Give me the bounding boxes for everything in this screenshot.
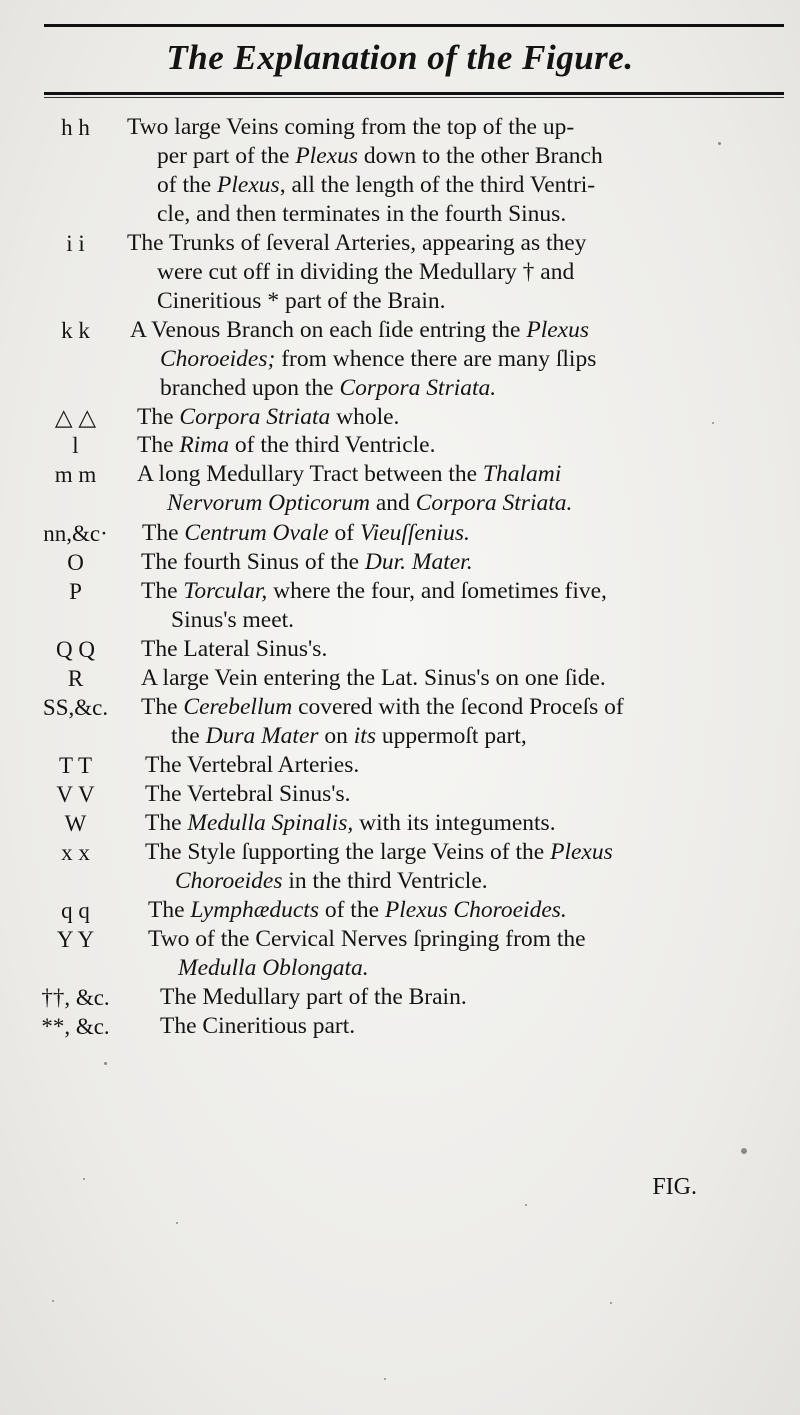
- text-segment: were cut off in dividing the Medullary † and: [157, 259, 575, 285]
- text-segment: Medulla Oblongata.: [178, 955, 369, 981]
- legend-key: **, &c.: [41, 1014, 110, 1039]
- text-segment: Plexus: [295, 143, 358, 169]
- text-segment: Dur. Mater.: [364, 549, 473, 575]
- text-segment: The fourth Sinus of the: [141, 549, 365, 575]
- text-segment: Plexus Choroeides.: [384, 897, 567, 923]
- legend-description-line: [160, 983, 467, 1012]
- text-segment: Plexus: [526, 317, 589, 343]
- text-segment: from whence there are many ſlips: [275, 346, 597, 372]
- text-segment: per part of the: [157, 143, 296, 169]
- legend-description-line: [157, 171, 595, 200]
- text-segment: The Vertebral Sinus's.: [145, 781, 351, 807]
- legend-description-line: [127, 113, 574, 142]
- text-segment: Cineritious * part of the Brain.: [157, 288, 446, 314]
- legend-description-line: [160, 1012, 355, 1041]
- legend-description-line: [141, 693, 624, 722]
- text-segment: the: [171, 723, 206, 749]
- paper-speck: [525, 1204, 527, 1206]
- legend-key: T T: [58, 753, 93, 778]
- text-segment: and: [370, 490, 416, 516]
- legend-key: W: [64, 811, 87, 836]
- legend-key: Q Q: [56, 637, 95, 662]
- legend-description-line: [157, 200, 566, 229]
- text-segment: The: [141, 578, 184, 604]
- legend-description-line: [178, 954, 369, 983]
- legend-description-line: [130, 316, 589, 345]
- text-segment: The Medullary part of the Brain.: [160, 984, 467, 1010]
- legend-key: x x: [61, 840, 90, 865]
- paper-speck: [52, 1300, 54, 1302]
- text-segment: Medulla Spinalis,: [187, 810, 354, 836]
- legend-key: R: [67, 666, 84, 691]
- legend-description-line: [137, 403, 399, 432]
- text-segment: branched upon the: [160, 375, 340, 401]
- legend-description-line: [141, 577, 607, 606]
- legend-description-line: [157, 287, 445, 316]
- legend-key: i i: [66, 231, 85, 256]
- text-segment: Vieuſſenius.: [360, 520, 470, 546]
- legend-description-line: [171, 606, 294, 635]
- legend-description-line: [160, 345, 596, 374]
- legend-description-line: [157, 142, 603, 171]
- text-segment: Corpora Striata: [179, 404, 331, 430]
- legend-description-line: [148, 925, 586, 954]
- paper-speck: [176, 1222, 178, 1224]
- text-segment: The: [141, 694, 184, 720]
- text-segment: with its integuments.: [353, 810, 556, 836]
- legend-description-line: [148, 896, 567, 925]
- text-segment: A Venous Branch on each ſide entring the: [130, 317, 527, 343]
- heading-rule: [44, 92, 784, 95]
- text-segment: The Lateral Sinus's.: [141, 636, 328, 662]
- paper-speck: [610, 1302, 612, 1304]
- text-segment: The: [148, 897, 191, 923]
- text-segment: Sinus's meet.: [171, 607, 295, 633]
- text-segment: The Cineritious part.: [160, 1013, 356, 1039]
- legend-description-line: [145, 751, 359, 780]
- legend-key: m m: [54, 462, 97, 487]
- paper-speck: [83, 1178, 85, 1180]
- text-segment: uppermoſt part,: [375, 723, 527, 749]
- legend-description-line: [167, 489, 572, 518]
- legend-key: O: [67, 550, 84, 575]
- text-segment: The: [137, 432, 180, 458]
- legend-description-line: [141, 664, 606, 693]
- paper-speck: [384, 1378, 386, 1380]
- legend-description-line: [141, 548, 473, 577]
- legend-key: l: [72, 433, 79, 458]
- legend-key: △ △: [54, 405, 97, 430]
- legend-description-line: [137, 431, 435, 460]
- legend-description-line: [145, 780, 350, 809]
- legend-key: h h: [61, 115, 90, 140]
- legend-description-line: [137, 460, 561, 489]
- text-segment: where the four, and ſometimes five,: [267, 578, 607, 604]
- text-segment: Choroeides: [175, 868, 283, 894]
- text-segment: , all the length of the third Ventri-: [279, 172, 596, 198]
- legend-description-line: [171, 722, 527, 751]
- text-segment: Plexus: [217, 172, 280, 198]
- legend-description-line: [145, 809, 556, 838]
- text-segment: of: [328, 520, 360, 546]
- text-segment: Torcular,: [183, 578, 268, 604]
- text-segment: The: [142, 520, 185, 546]
- text-segment: Cerebellum: [183, 694, 293, 720]
- text-segment: Centrum Ovale: [184, 520, 329, 546]
- text-segment: The: [145, 810, 188, 836]
- legend-key: Y Y: [56, 927, 95, 952]
- paper-speck: [741, 1148, 747, 1154]
- text-segment: on: [318, 723, 354, 749]
- legend-key: nn,&c·: [43, 521, 108, 546]
- text-segment: down to the other Branch: [357, 143, 603, 169]
- legend-description-line: [160, 374, 496, 403]
- legend-key: ††, &c.: [41, 985, 110, 1010]
- text-segment: Lymphæducts: [190, 897, 319, 923]
- legend-description-line: [157, 258, 574, 287]
- legend-key: q q: [61, 898, 90, 923]
- text-segment: in the third Ventricle.: [282, 868, 488, 894]
- legend-key: k k: [61, 318, 90, 343]
- paper-speck: [718, 142, 721, 145]
- text-segment: Corpora Striata.: [339, 375, 497, 401]
- legend-description-line: [145, 838, 613, 867]
- text-segment: The: [137, 404, 180, 430]
- text-segment: The Style ſupporting the large Veins of the: [145, 839, 551, 865]
- page-heading: The Explanation of the Figure.: [166, 38, 634, 77]
- text-segment: Plexus: [550, 839, 613, 865]
- text-segment: Choroeides;: [160, 346, 276, 372]
- text-segment: Nervorum Opticorum: [167, 490, 370, 516]
- paper-speck: [104, 1062, 107, 1065]
- catchword: FIG.: [652, 1174, 697, 1200]
- text-segment: Dura Mater: [205, 723, 319, 749]
- text-segment: Two large Veins coming from the top of the up-: [127, 114, 575, 140]
- text-segment: its: [353, 723, 376, 749]
- text-segment: A large Vein entering the Lat. Sinus's on one ſide.: [141, 665, 606, 691]
- legend-key: SS,&c.: [42, 695, 109, 720]
- legend-key: V V: [56, 782, 95, 807]
- text-segment: of the third Ventricle.: [229, 432, 436, 458]
- text-segment: The Trunks of ſeveral Arteries, appearing as they: [127, 230, 587, 256]
- text-segment: A long Medullary Tract between the: [137, 461, 483, 487]
- legend-description-line: [127, 229, 586, 258]
- text-segment: Corpora Striata.: [415, 490, 573, 516]
- heading-rule-thin: [44, 97, 784, 98]
- text-segment: Rima: [179, 432, 230, 458]
- text-segment: cle, and then terminates in the fourth Sinus.: [157, 201, 567, 227]
- legend-description-line: [175, 867, 488, 896]
- text-segment: The Vertebral Arteries.: [145, 752, 360, 778]
- text-segment: covered with the ſecond Proceſs of: [292, 694, 624, 720]
- legend-description-line: [141, 635, 327, 664]
- text-segment: of the: [157, 172, 218, 198]
- text-segment: of the: [318, 897, 385, 923]
- legend-key: P: [69, 579, 82, 604]
- text-segment: Two of the Cervical Nerves ſpringing from the: [148, 926, 586, 952]
- paper-speck: [712, 422, 714, 424]
- legend-description-line: [142, 519, 470, 548]
- top-rule: [44, 24, 784, 27]
- text-segment: Thalami: [482, 461, 562, 487]
- text-segment: whole.: [330, 404, 400, 430]
